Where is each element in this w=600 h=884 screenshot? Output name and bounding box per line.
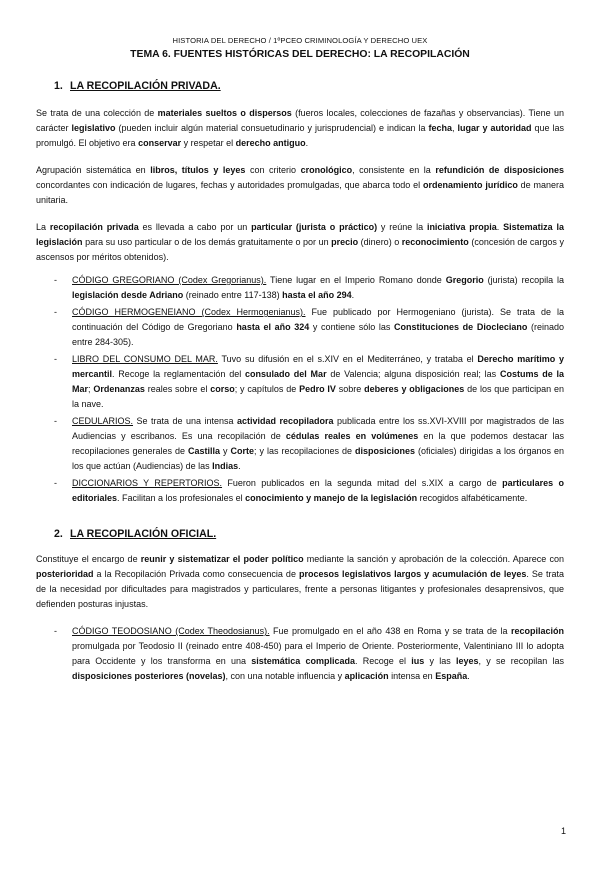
paragraph: Agrupación sistemática en libros, títulos y leyes con criterio cronológico, consistente en la refundición de disposiciones concordantes con indicación de lugares, fechas y autoridades promulgadas, que abarca todo el ordenamiento jurídico de manera unitaria.: [36, 165, 565, 205]
list-item: - CÓDIGO GREGORIANO (Codex Gregorianus). Tiene lugar en el Imperio Romano donde Gregorio (jurista) recopila la legislación desde Adriano (reinado entre 117-138) hasta el año 294.: [72, 273, 564, 303]
document-page: [0, 36, 600, 884]
page-title: TEMA 6. FUENTES HISTÓRICAS DEL DERECHO: LA RECOPILACIÓN: [130, 49, 470, 60]
section-title: LA RECOPILACIÓN OFICIAL.: [70, 528, 217, 540]
list-item: - CÓDIGO HERMOGENEIANO (Codex Hermogenianus). Fue publicado por Hermogeniano (jurista). Se trata de la continuación del Código de Gregoriano hasta el año 324 y contiene sólo las Constituciones de Diocleciano (reinado entre 284-305).: [72, 305, 564, 350]
page-number: 1: [560, 826, 566, 836]
paragraph: La recopilación privada es llevada a cabo por un particular (jurista o práctico) y reúne la iniciativa propia. Sistematiza la legislación para su uso particular o de los demás gratuitamente o por un precio (dinero) o reconocimiento (concesión de cargos y ascensos por méritos obtenidos).: [36, 222, 564, 262]
running-header: HISTORIA DEL DERECHO / 1ºPCEO CRIMINOLOGÍA Y DERECHO UEX: [172, 36, 428, 45]
list-item: - CÓDIGO TEODOSIANO (Codex Theodosianus). Fue promulgado en el año 438 en Roma y se trata de la recopilación promulgada por Teodosio II (reinado entre 408-450) para el Imperio de Oriente. Posteriormente, Valentiniano III lo adopta para Occidente y los transforma en una sistemática complicada. Recoge el ius y las leyes, y se recopilan las disposiciones posteriores (novelas), con una notable influencia y aplicación intensa en España.: [72, 624, 564, 684]
section-heading-1: [54, 80, 564, 92]
recopilacion-oficial-list: [36, 624, 564, 684]
recopilacion-privada-list: [36, 273, 564, 506]
section-number: 2.: [54, 528, 63, 540]
section-heading-2: [54, 528, 564, 540]
list-item: - DICCIONARIOS Y REPERTORIOS. Fueron publicados en la segunda mitad del s.XIX a cargo de particulares o editoriales. Facilitan a los profesionales el conocimiento y manejo de la legislación recogidos alfabéticamente.: [72, 476, 564, 506]
paragraph: Se trata de una colección de materiales sueltos o dispersos (fueros locales, colecciones de fazañas y observancias). Tiene un carácter legislativo (pueden incluir algún material consuetudinario y jurisprudencial) e indican la fecha, lugar y autoridad que las promulgó. El objetivo era conservar y respetar el derecho antiguo.: [36, 108, 564, 148]
paragraph: Constituye el encargo de reunir y sistematizar el poder político mediante la sanción y aprobación de la colección. Aparece con posterioridad a la Recopilación Privada como consecuencia de procesos legislativos largos y acumulación de leyes. Se trata de la necesidad por dificultades para magistrados y particulares, frente a personas litigantes y profesionales desaprensivos, que defienden posturas injustas.: [36, 554, 564, 609]
list-item: - LIBRO DEL CONSUMO DEL MAR. Tuvo su difusión en el s.XIV en el Mediterráneo, y trataba el Derecho marítimo y mercantil. Recoge la reglamentación del consulado del Mar de Valencia; alguna disposición real; las Costums de la Mar; Ordenanzas reales sobre el corso; y capítulos de Pedro IV sobre deberes y obligaciones de los que participan en la nave.: [72, 352, 564, 412]
list-item: - CEDULARIOS. Se trata de una intensa actividad recopiladora publicada entre los ss.XVI-XVIII por magistrados de las Audiencias y escribanos. Es una recopilación de cédulas reales en volúmenes en la que podemos destacar las recopilaciones generales de Castilla y Corte; y las recopilaciones de disposiciones (oficiales) dirigidas a los órganos en los que actúan (Audiencias) de las Indias.: [72, 414, 564, 474]
section-title: LA RECOPILACIÓN PRIVADA.: [70, 80, 221, 92]
section-number: 1.: [54, 80, 63, 92]
